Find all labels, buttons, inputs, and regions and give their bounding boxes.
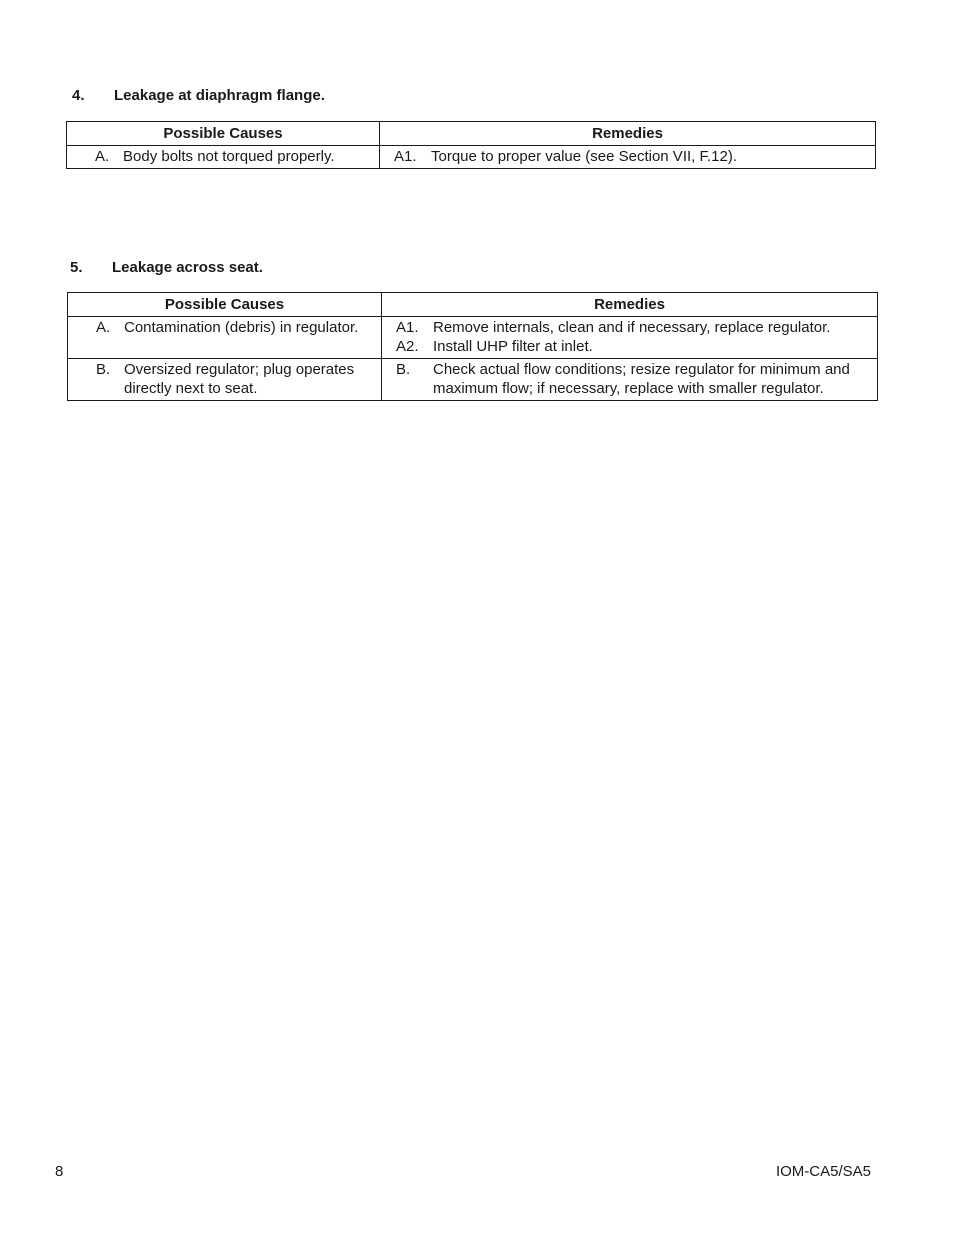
- section-title: Leakage at diaphragm flange.: [114, 87, 325, 104]
- remedy-entry: [382, 318, 871, 337]
- cause-text: Contamination (debris) in regulator.: [124, 319, 359, 336]
- remedy-entry: [380, 147, 869, 166]
- remedy-entry: [382, 337, 871, 356]
- table-row: [68, 317, 878, 359]
- document-id: IOM-CA5/SA5: [775, 1163, 871, 1180]
- remedy-cell: [382, 359, 878, 401]
- remedy-label: B.: [396, 361, 411, 378]
- section-5-table: [67, 292, 878, 401]
- cause-label: B.: [96, 361, 111, 378]
- cause-entry: [67, 147, 373, 166]
- cause-label: A.: [96, 319, 111, 336]
- section-number: 5.: [70, 259, 83, 276]
- section-4-heading: [72, 87, 325, 105]
- cause-cell: [67, 146, 380, 169]
- cause-entry: [68, 318, 375, 337]
- cause-text: Body bolts not torqued properly.: [123, 148, 335, 165]
- remedy-cell: [380, 146, 876, 169]
- remedies-header: Remedies: [382, 293, 878, 317]
- table-row: [67, 146, 876, 169]
- remedy-cell: [382, 317, 878, 359]
- table-row: [68, 359, 878, 401]
- remedies-header: Remedies: [380, 122, 876, 146]
- table-header-row: [68, 293, 878, 317]
- possible-causes-header: Possible Causes: [68, 293, 382, 317]
- cause-text: Oversized regulator; plug operates directly next to seat.: [124, 361, 355, 397]
- cause-label: A.: [95, 148, 110, 165]
- cause-entry: [68, 360, 375, 398]
- page-number: 8: [55, 1163, 64, 1180]
- section-number: 4.: [72, 87, 85, 104]
- remedy-text: Check actual flow conditions; resize regulator for minimum and maximum flow; if necessary, replace with smaller regulator.: [433, 361, 850, 397]
- remedy-label: A2.: [396, 338, 419, 355]
- section-4-table: [66, 121, 876, 169]
- possible-causes-header: Possible Causes: [67, 122, 380, 146]
- remedy-text: Torque to proper value (see Section VII, F.12).: [431, 148, 737, 165]
- remedy-entry: [382, 360, 871, 398]
- remedy-label: A1.: [394, 148, 417, 165]
- cause-cell: [68, 359, 382, 401]
- remedy-label: A1.: [396, 319, 419, 336]
- table-header-row: [67, 122, 876, 146]
- section-5-heading: [70, 259, 263, 277]
- section-title: Leakage across seat.: [112, 259, 263, 276]
- cause-cell: [68, 317, 382, 359]
- remedy-text: Install UHP filter at inlet.: [433, 338, 593, 355]
- remedy-text: Remove internals, clean and if necessary, replace regulator.: [433, 319, 831, 336]
